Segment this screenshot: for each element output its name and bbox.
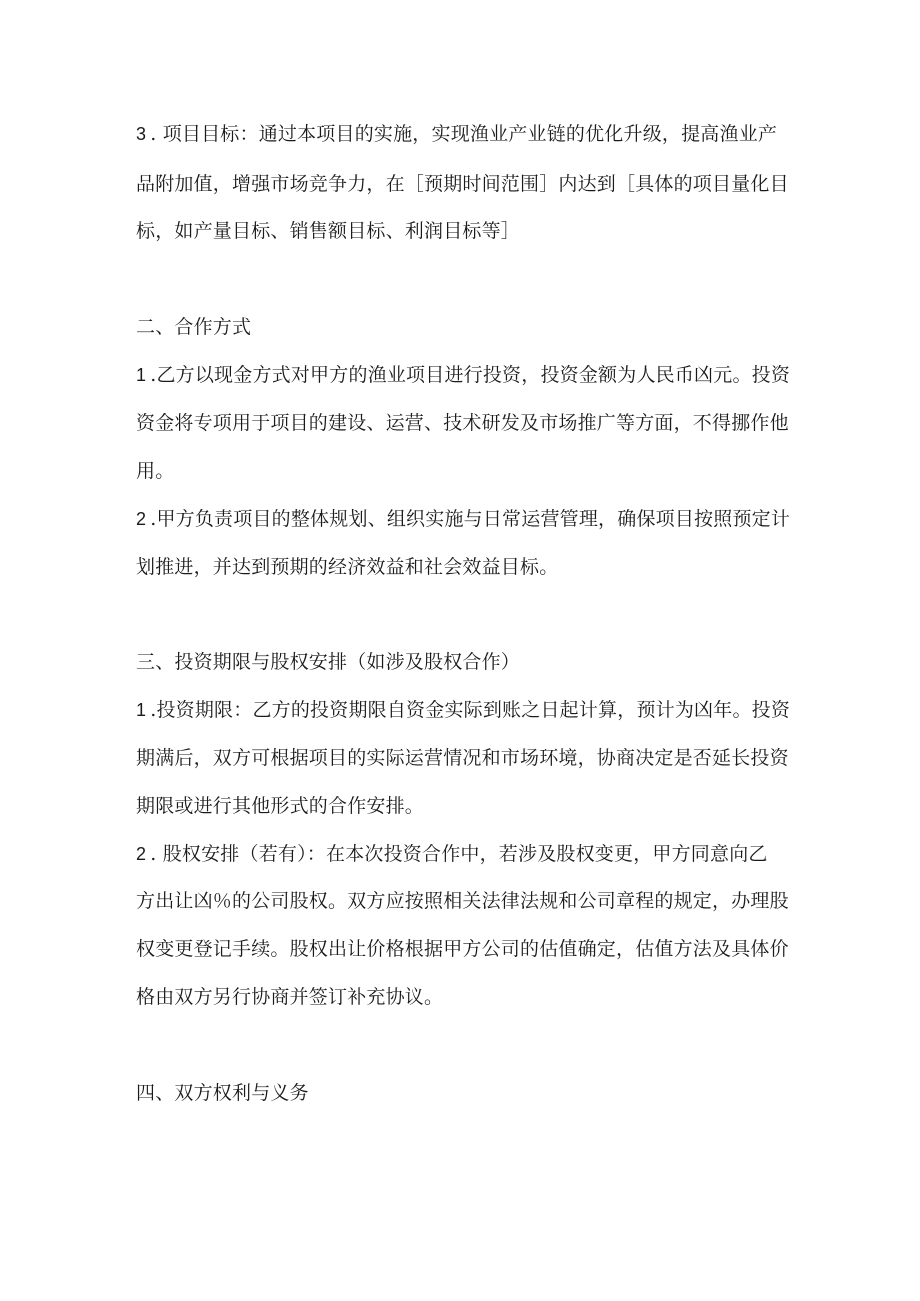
- paragraph-line: 权变更登记手续。股权出让价格根据甲方公司的估值确定，估值方法及具体价: [136, 938, 789, 960]
- item-number: 1: [136, 365, 147, 385]
- item-number: 2: [136, 509, 147, 529]
- section-heading-investment-term: 三、投资期限与股权安排（如涉及股权合作）: [136, 651, 521, 673]
- section-heading-rights-obligations: 四、双方权利与义务: [136, 1082, 309, 1104]
- line-text: .乙方以现金方式对甲方的渔业项目进行投资，投资金额为人民币凶元。投资: [150, 364, 791, 386]
- paragraph-line: 用。: [136, 460, 175, 482]
- paragraph-line: 期限或进行其他形式的合作安排。: [136, 795, 425, 817]
- paragraph-line: 品附加值，增强市场竞争力，在［预期时间范围］内达到［具体的项目量化目: [136, 173, 789, 195]
- line-text: .甲方负责项目的整体规划、组织实施与日常运营管理，确保项目按照预定计: [150, 508, 791, 530]
- section-heading-cooperation: 二、合作方式: [136, 316, 252, 338]
- line-text: . 项目目标：通过本项目的实施，实现渔业产业链的优化升级，提高渔业产: [150, 123, 778, 145]
- paragraph-line: [136, 122, 777, 146]
- paragraph-line: 期满后，双方可根据项目的实际运营情况和市场环境，协商决定是否延长投资: [136, 747, 789, 769]
- paragraph-line: [136, 698, 790, 722]
- paragraph-line: 标，如产量目标、销售额目标、利润目标等］: [136, 220, 521, 242]
- paragraph-line: 划推进，并达到预期的经济效益和社会效益目标。: [136, 556, 559, 578]
- item-number: 1: [136, 700, 147, 720]
- paragraph-line: 方出让凶％的公司股权。双方应按照相关法律法规和公司章程的规定，办理股: [136, 890, 789, 912]
- paragraph-line: 资金将专项用于项目的建设、运营、技术研发及市场推广等方面，不得挪作他: [136, 412, 789, 434]
- item-number: 2: [136, 844, 147, 864]
- paragraph-line: [136, 507, 790, 531]
- line-text: .投资期限：乙方的投资期限自资金实际到账之日起计算，预计为凶年。投资: [150, 699, 791, 721]
- paragraph-line: 格由双方另行协商并签订补充协议。: [136, 986, 444, 1008]
- line-text: . 股权安排（若有）：在本次投资合作中，若涉及股权变更，甲方同意向乙: [150, 843, 768, 865]
- paragraph-line: [136, 842, 768, 866]
- item-number: 3: [136, 124, 147, 144]
- paragraph-line: [136, 363, 790, 387]
